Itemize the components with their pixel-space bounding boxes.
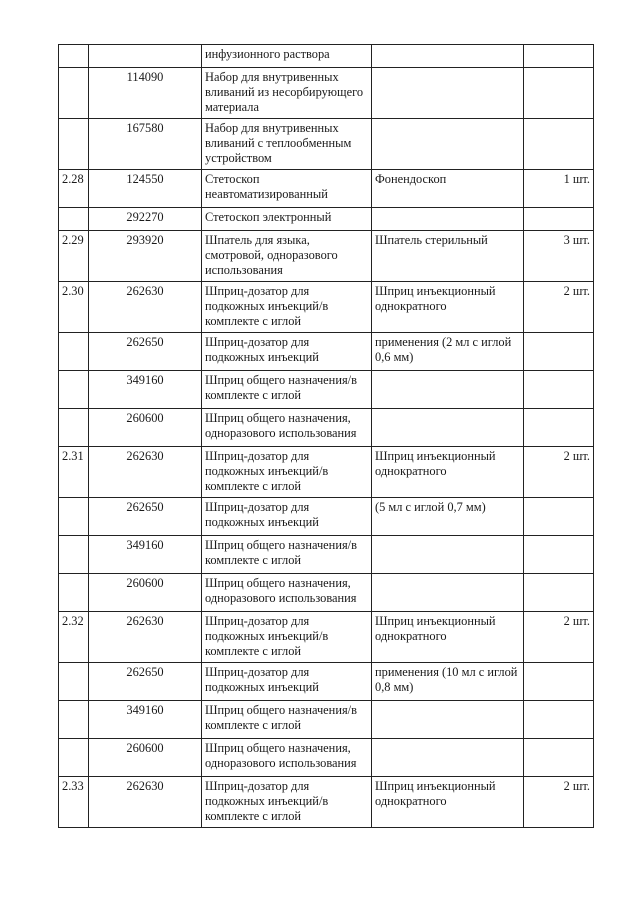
code-cell: 292270 xyxy=(89,208,202,231)
description-cell: Шпатель стерильный xyxy=(372,231,524,282)
item-number-cell: 2.33 xyxy=(59,777,89,828)
description-cell xyxy=(372,45,524,68)
description-cell: Фонендоскоп xyxy=(372,170,524,208)
code-cell: 260600 xyxy=(89,739,202,777)
item-name-cell: Шприц-дозатор для подкожных инъекций/в комплекте с иглой xyxy=(202,282,372,333)
code-cell: 167580 xyxy=(89,119,202,170)
table-row xyxy=(59,663,594,701)
item-name-cell: Стетоскоп электронный xyxy=(202,208,372,231)
quantity-cell: 3 шт. xyxy=(524,231,594,282)
code-cell: 349160 xyxy=(89,536,202,574)
code-cell: 349160 xyxy=(89,371,202,409)
table-row xyxy=(59,333,594,371)
item-name-cell: Шприц общего назначения/в комплекте с иглой xyxy=(202,536,372,574)
item-number-cell xyxy=(59,574,89,612)
table-body xyxy=(59,45,594,828)
description-cell xyxy=(372,68,524,119)
item-number-cell xyxy=(59,119,89,170)
item-name-cell: Набор для внутривенных вливаний из несорбирующего материала xyxy=(202,68,372,119)
item-number-cell: 2.28 xyxy=(59,170,89,208)
description-cell xyxy=(372,371,524,409)
code-cell: 114090 xyxy=(89,68,202,119)
item-number-cell xyxy=(59,45,89,68)
quantity-cell xyxy=(524,208,594,231)
item-number-cell xyxy=(59,333,89,371)
table-row xyxy=(59,68,594,119)
quantity-cell: 2 шт. xyxy=(524,777,594,828)
description-cell xyxy=(372,409,524,447)
table-row xyxy=(59,612,594,663)
item-number-cell xyxy=(59,208,89,231)
quantity-cell xyxy=(524,536,594,574)
quantity-cell xyxy=(524,663,594,701)
item-name-cell: Шпатель для языка, смотровой, одноразового использования xyxy=(202,231,372,282)
item-name-cell: Шприц общего назначения, одноразового использования xyxy=(202,574,372,612)
item-number-cell: 2.29 xyxy=(59,231,89,282)
item-number-cell: 2.30 xyxy=(59,282,89,333)
item-name-cell: Набор для внутривенных вливаний с теплообменным устройством xyxy=(202,119,372,170)
item-number-cell xyxy=(59,536,89,574)
item-number-cell xyxy=(59,701,89,739)
quantity-cell xyxy=(524,371,594,409)
item-name-cell: инфузионного раствора xyxy=(202,45,372,68)
code-cell: 260600 xyxy=(89,574,202,612)
code-cell: 262630 xyxy=(89,447,202,498)
item-number-cell xyxy=(59,739,89,777)
equipment-table xyxy=(58,44,594,828)
code-cell xyxy=(89,45,202,68)
item-number-cell xyxy=(59,371,89,409)
item-name-cell: Стетоскоп неавтоматизированный xyxy=(202,170,372,208)
table-row xyxy=(59,536,594,574)
quantity-cell: 2 шт. xyxy=(524,282,594,333)
item-name-cell: Шприц-дозатор для подкожных инъекций xyxy=(202,498,372,536)
code-cell: 262650 xyxy=(89,333,202,371)
quantity-cell xyxy=(524,68,594,119)
item-name-cell: Шприц-дозатор для подкожных инъекций xyxy=(202,663,372,701)
table-row xyxy=(59,498,594,536)
table-row xyxy=(59,231,594,282)
description-cell: Шприц инъекционный однократного xyxy=(372,282,524,333)
item-number-cell xyxy=(59,409,89,447)
item-name-cell: Шприц общего назначения/в комплекте с иглой xyxy=(202,701,372,739)
item-name-cell: Шприц-дозатор для подкожных инъекций/в комплекте с иглой xyxy=(202,777,372,828)
code-cell: 262630 xyxy=(89,612,202,663)
table-row xyxy=(59,170,594,208)
description-cell: (5 мл с иглой 0,7 мм) xyxy=(372,498,524,536)
quantity-cell xyxy=(524,574,594,612)
item-number-cell xyxy=(59,498,89,536)
table-row xyxy=(59,208,594,231)
quantity-cell: 2 шт. xyxy=(524,612,594,663)
item-number-cell: 2.32 xyxy=(59,612,89,663)
item-number-cell xyxy=(59,68,89,119)
description-cell: применения (10 мл с иглой 0,8 мм) xyxy=(372,663,524,701)
code-cell: 349160 xyxy=(89,701,202,739)
description-cell: Шприц инъекционный однократного xyxy=(372,447,524,498)
item-name-cell: Шприц-дозатор для подкожных инъекций/в комплекте с иглой xyxy=(202,447,372,498)
quantity-cell xyxy=(524,739,594,777)
description-cell xyxy=(372,574,524,612)
quantity-cell xyxy=(524,333,594,371)
item-number-cell: 2.31 xyxy=(59,447,89,498)
description-cell xyxy=(372,739,524,777)
quantity-cell xyxy=(524,701,594,739)
table-row xyxy=(59,282,594,333)
table-row xyxy=(59,777,594,828)
quantity-cell: 1 шт. xyxy=(524,170,594,208)
table-row xyxy=(59,371,594,409)
item-number-cell xyxy=(59,663,89,701)
description-cell: Шприц инъекционный однократного xyxy=(372,612,524,663)
item-name-cell: Шприц общего назначения/в комплекте с иглой xyxy=(202,371,372,409)
code-cell: 124550 xyxy=(89,170,202,208)
code-cell: 260600 xyxy=(89,409,202,447)
table-row xyxy=(59,45,594,68)
description-cell xyxy=(372,536,524,574)
item-name-cell: Шприц общего назначения, одноразового использования xyxy=(202,739,372,777)
description-cell: Шприц инъекционный однократного xyxy=(372,777,524,828)
table-row xyxy=(59,739,594,777)
item-name-cell: Шприц общего назначения, одноразового использования xyxy=(202,409,372,447)
description-cell xyxy=(372,208,524,231)
code-cell: 262630 xyxy=(89,282,202,333)
quantity-cell xyxy=(524,498,594,536)
item-name-cell: Шприц-дозатор для подкожных инъекций xyxy=(202,333,372,371)
code-cell: 262650 xyxy=(89,663,202,701)
description-cell xyxy=(372,701,524,739)
description-cell: применения (2 мл с иглой 0,6 мм) xyxy=(372,333,524,371)
table-row xyxy=(59,447,594,498)
description-cell xyxy=(372,119,524,170)
table-row xyxy=(59,701,594,739)
item-name-cell: Шприц-дозатор для подкожных инъекций/в комплекте с иглой xyxy=(202,612,372,663)
quantity-cell xyxy=(524,409,594,447)
code-cell: 262630 xyxy=(89,777,202,828)
code-cell: 293920 xyxy=(89,231,202,282)
table-row xyxy=(59,119,594,170)
table-row xyxy=(59,574,594,612)
quantity-cell: 2 шт. xyxy=(524,447,594,498)
table-row xyxy=(59,409,594,447)
quantity-cell xyxy=(524,119,594,170)
quantity-cell xyxy=(524,45,594,68)
code-cell: 262650 xyxy=(89,498,202,536)
